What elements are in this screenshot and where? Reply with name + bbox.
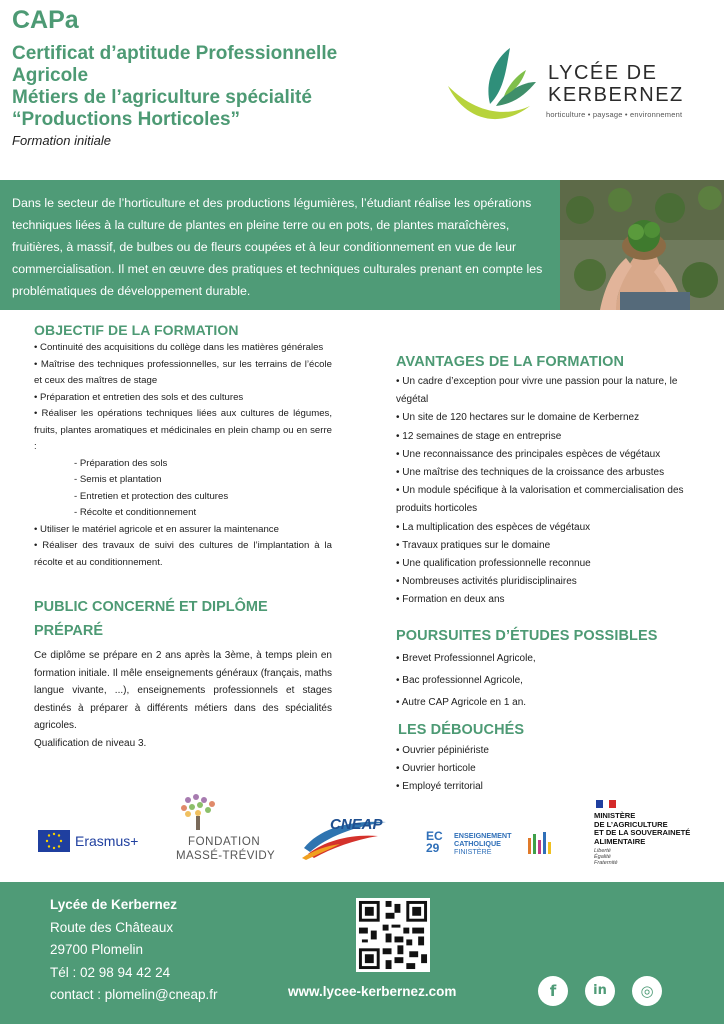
list-item: • Utiliser le matériel agricole et en assurer la maintenance [34, 523, 279, 535]
footer [0, 882, 724, 1024]
address-street: Route des Châteaux [50, 919, 174, 935]
devise-line: Fraternité [594, 860, 618, 866]
logo-line: KERBERNEZ [548, 84, 684, 106]
facebook-icon[interactable]: f [538, 976, 568, 1006]
debouches-title: LES DÉBOUCHÉS [398, 721, 525, 738]
ec-text-line: FINISTÈRE [454, 847, 492, 856]
list-item: • Continuité des acquisitions du collège dans les matières générales [34, 342, 324, 353]
list-item: • Un module spécifique à la valorisation et commercialisation des produits horticoles [396, 485, 684, 515]
school-logo [444, 46, 706, 128]
header [0, 0, 724, 180]
email-link[interactable]: contact : plomelin@cneap.fr [50, 987, 218, 1002]
list-item: • 12 semaines de stage en entreprise [396, 430, 562, 442]
school-name: Lycée de Kerbernez [50, 897, 178, 912]
avantages-title: AVANTAGES DE LA FORMATION [396, 354, 625, 370]
public-title [34, 595, 332, 643]
list-item: - Semis et plantation [74, 474, 162, 485]
list-item: • Ouvrier pépiniériste [396, 744, 489, 756]
ec-bars-icon [526, 830, 554, 856]
list-item: • Un site de 120 hectares sur le domaine de Kerbernez [396, 412, 640, 424]
logo-line: LYCÉE DE [548, 62, 658, 84]
title-line: Certificat d’aptitude Professionnelle [12, 43, 338, 64]
logo-text [548, 62, 684, 106]
debouches-list [396, 742, 696, 796]
hands-plant-photo [560, 180, 724, 310]
list-item: • Une qualification professionnelle reconnue [396, 558, 591, 570]
avantages-list [396, 373, 696, 610]
address-city: 29700 Plomelin [50, 942, 144, 957]
qr-code-icon[interactable] [356, 898, 430, 972]
tree-icon [178, 792, 222, 832]
ministere-line: ALIMENTAIRE [594, 836, 646, 846]
qualification-level: Qualification de niveau 3. [34, 737, 147, 749]
contact-block [50, 894, 218, 1007]
list-item: - Entretien et protection des cultures [74, 490, 229, 502]
ec-code-line: 29 [426, 841, 440, 855]
fondation-line1: FONDATION [188, 836, 261, 848]
ec-code [426, 830, 443, 854]
poursuites-title: POURSUITES D’ÉTUDES POSSIBLES [396, 627, 658, 644]
public-title-line: PRÉPARÉ [34, 623, 104, 639]
list-item: • Autre CAP Agricole en 1 an. [396, 696, 527, 708]
instagram-icon[interactable]: ◎ [632, 976, 662, 1006]
objectif-sublist [34, 456, 332, 522]
devise-line: Égalité [594, 854, 611, 860]
logo-tagline: horticulture • paysage • environnement [546, 110, 683, 119]
cneap-label: CNEAP [330, 816, 383, 833]
list-item: • Brevet Professionnel Agricole, [396, 652, 536, 664]
list-item: • Un cadre d’exception pour vivre une passion pour la nature, le végétal [396, 376, 678, 406]
devise [594, 848, 618, 866]
ministere-text [594, 812, 690, 846]
ministere-line: DE L’AGRICULTURE [594, 819, 668, 829]
list-item: • Préparation et entretien des sols et des cultures [34, 391, 244, 403]
title-block [12, 43, 432, 148]
poursuites-list [396, 648, 696, 714]
list-item: • Travaux pratiques sur le domaine [396, 539, 551, 551]
ec-text-line: CATHOLIQUE [454, 839, 501, 848]
website-link[interactable]: www.lycee-kerbernez.com [288, 984, 457, 999]
intro-band [0, 180, 724, 310]
title-line: “Productions Horticoles” [12, 109, 241, 130]
ministere-logo [594, 800, 714, 870]
right-column [396, 354, 696, 796]
erasmus-label: Erasmus+ [75, 833, 139, 849]
eu-flag-icon [38, 830, 70, 852]
public-title-line: PUBLIC CONCERNÉ ET DIPLÔME [34, 599, 268, 615]
ministere-line: ET DE LA SOUVERAINETÉ [594, 828, 691, 838]
ministere-line: MINISTÈRE [594, 811, 636, 820]
title-line: Métiers de l’agriculture spécialité [12, 87, 312, 108]
ec-code-line: EC [426, 829, 443, 843]
leaf-logo-icon [444, 46, 540, 128]
list-item: • Maîtrise des techniques professionnelles, sur les terrains de l’école et ceux des maîtres de stage [34, 358, 332, 386]
partner-logos [0, 790, 724, 874]
ec-text [454, 832, 512, 856]
list-item: • La multiplication des espèces de végétaux [396, 521, 591, 533]
linkedin-icon[interactable]: in [585, 976, 615, 1006]
cneap-logo [300, 814, 390, 862]
fondation-logo [174, 790, 282, 868]
list-item: • Bac professionnel Agricole, [396, 674, 523, 686]
list-item: - Préparation des sols [74, 457, 168, 469]
erasmus-logo [38, 828, 150, 856]
list-item: • Employé territorial [396, 780, 483, 792]
objectif-title: OBJECTIF DE LA FORMATION [34, 322, 239, 338]
phone: Tél : 02 98 94 42 24 [50, 964, 171, 980]
list-item: • Réaliser des travaux de suivi des cultures de l’implantation à la récolte et au conditionnement. [34, 540, 332, 568]
list-item: • Une maîtrise des techniques de la croissance des arbustes [396, 467, 665, 479]
public-text: Ce diplôme se prépare en 2 ans après la 3ème, à temps plein en formation initiale. Il mêle enseignements généraux (français, maths langue vivante, ...), enseignements professionnels et stages destinés à préparer à différents métiers dans des spécialités agricoles. [34, 650, 332, 731]
list-item: • Nombreuses activités pluridisciplinaires [396, 576, 577, 588]
ec-text-line: ENSEIGNEMENT [454, 831, 512, 840]
list-item: • Ouvrier horticole [396, 762, 476, 774]
list-item: • Une reconnaissance des principales espèces de végétaux [396, 448, 661, 460]
title-line: Agricole [12, 65, 89, 86]
list-item: - Récolte et conditionnement [74, 507, 197, 518]
fondation-line2: MASSÉ-TRÉVIDY [176, 850, 276, 862]
intro-text: Dans le secteur de l’horticulture et des productions légumières, l’étudiant réalise les opérations techniques liées à la culture de plantes en pleine terre ou en pots, de plantes maraîchères, fruitières, à massif, de bulbes ou de fleurs coupées et à leur conditionnement en vue de leur commercialisation. Il met en œuvre des pratiques et techniques culturales prenant en compte les problématiques de développement durable. [12, 196, 543, 298]
devise-line: Liberté [594, 848, 611, 854]
objectif-list-2 [34, 522, 332, 572]
subtitle: Formation initiale [12, 133, 111, 148]
list-item: • Réaliser les opérations techniques liées aux cultures de légumes, fruits, plantes aromatiques et médicinales en plein champ ou en serre : [34, 408, 332, 452]
page-title: CAPa [12, 6, 79, 34]
ec29-logo [426, 830, 556, 860]
list-item: • Formation en deux ans [396, 594, 505, 606]
french-flag-icon [596, 800, 616, 808]
objectif-list [34, 340, 332, 456]
left-column [34, 322, 332, 752]
